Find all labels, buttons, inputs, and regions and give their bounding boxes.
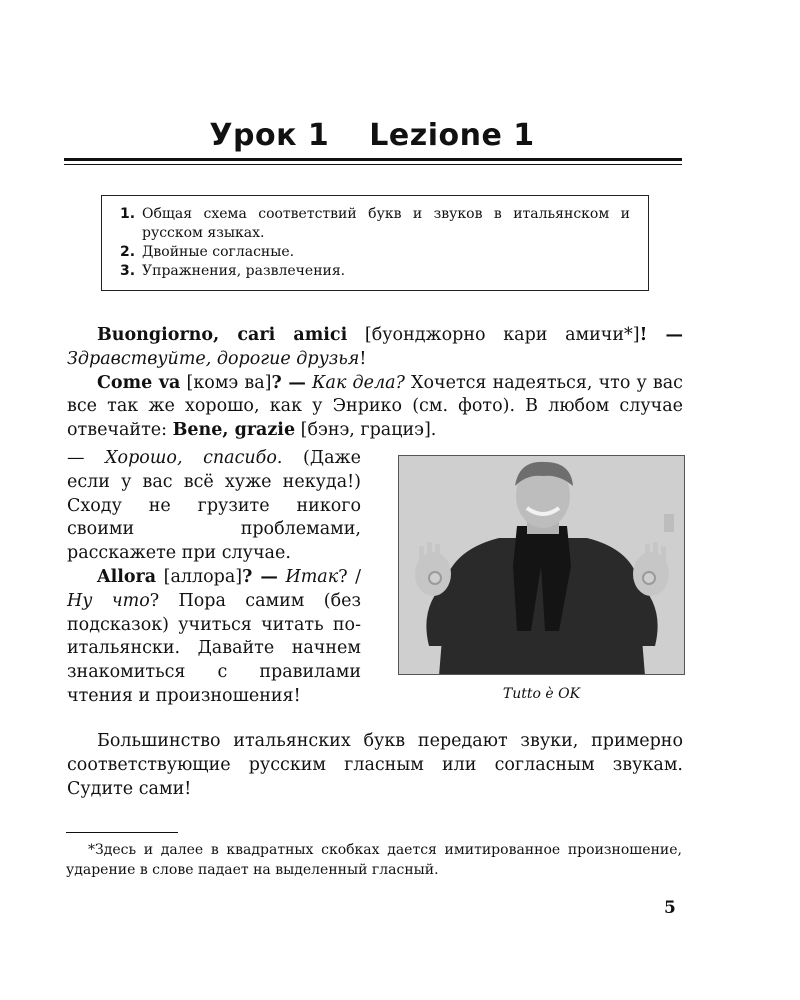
slash: / <box>355 566 361 587</box>
toc-item-number: 3. <box>120 263 136 279</box>
enrico-photo <box>398 455 685 675</box>
punctuation: ? — <box>271 372 306 393</box>
footnote-rule <box>66 832 178 833</box>
title-russian: Урок 1 <box>209 118 330 153</box>
intro-paragraphs <box>67 324 683 443</box>
paragraph-fine-thanks <box>67 447 361 566</box>
punctuation: ! — <box>639 325 683 345</box>
russian-translation: Здравствуйте, дорогие друзья <box>67 348 360 369</box>
paragraph-allora <box>67 566 361 709</box>
toc-item <box>120 243 630 262</box>
transcription: [буонджорно кари амичи*] <box>364 325 640 345</box>
paragraph-text: . (Даже если у вас всё хуже некуда!) Сходу не грузите никого своими проблемами, расскажете при случае. <box>67 448 361 564</box>
russian-translation: Ну что <box>67 590 150 611</box>
transcription: [бэнэ, грациэ]. <box>300 420 437 441</box>
dash: — <box>67 448 85 468</box>
title-rule-thick <box>64 158 682 161</box>
transcription: [аллора] <box>163 566 243 587</box>
italian-phrase: Bene, grazie <box>172 420 296 441</box>
toc-item-text: Упражнения, развлечения. <box>142 263 346 279</box>
toc-item-text: Двойные согласные. <box>142 244 295 260</box>
paragraph-text: Большинство итальянских букв передают звуки, примерно соответствующие русским гласным или согласным звукам. Судите сами! <box>67 731 683 799</box>
left-column-text <box>67 447 361 709</box>
title-italian: Lezione 1 <box>369 118 535 153</box>
transcription: [комэ ва] <box>186 372 272 393</box>
paragraph-text: ? Пора самим (без подсказок) учиться читать по-итальянски. Давайте начнем знакомиться с правилами чтения и произношения! <box>67 590 362 706</box>
toc-item-number: 2. <box>120 244 136 260</box>
russian-translation: Как дела? <box>311 372 405 393</box>
photo-illustration <box>399 456 685 675</box>
paragraph-text: Хочется надеяться, что у вас все так же хорошо, как у Энрико (см. фото). В любом случае отвечайте: <box>67 372 683 441</box>
toc-item <box>120 262 630 281</box>
toc-item <box>120 205 630 243</box>
italian-phrase: Buongiorno, cari amici <box>97 325 348 345</box>
paragraph-how-are-you <box>67 372 683 443</box>
toc-item-text: Общая схема соответствий букв и звуков в итальянском и русском языках. <box>142 206 630 241</box>
title-rule-thin <box>64 164 682 165</box>
lesson-title <box>64 118 680 153</box>
photo-caption: Tutto è OK <box>502 686 581 702</box>
russian-translation: Итак <box>285 566 339 587</box>
punctuation: ? — <box>242 566 278 587</box>
paragraph-greeting <box>67 324 683 372</box>
page-number: 5 <box>664 898 676 918</box>
punctuation: ! <box>359 348 367 369</box>
russian-translation: Хорошо, спасибо <box>105 448 277 468</box>
lesson-contents-box <box>101 195 649 291</box>
toc-item-number: 1. <box>120 206 136 222</box>
footnote: *Здесь и далее в квадратных скобках дается имитированное произношение, ударение в слове падает на выделенный гласный. <box>66 842 682 878</box>
italian-phrase: Allora <box>97 566 157 587</box>
italian-phrase: Come va <box>97 372 181 393</box>
punctuation: ? <box>338 566 348 587</box>
closing-paragraph <box>67 730 683 801</box>
